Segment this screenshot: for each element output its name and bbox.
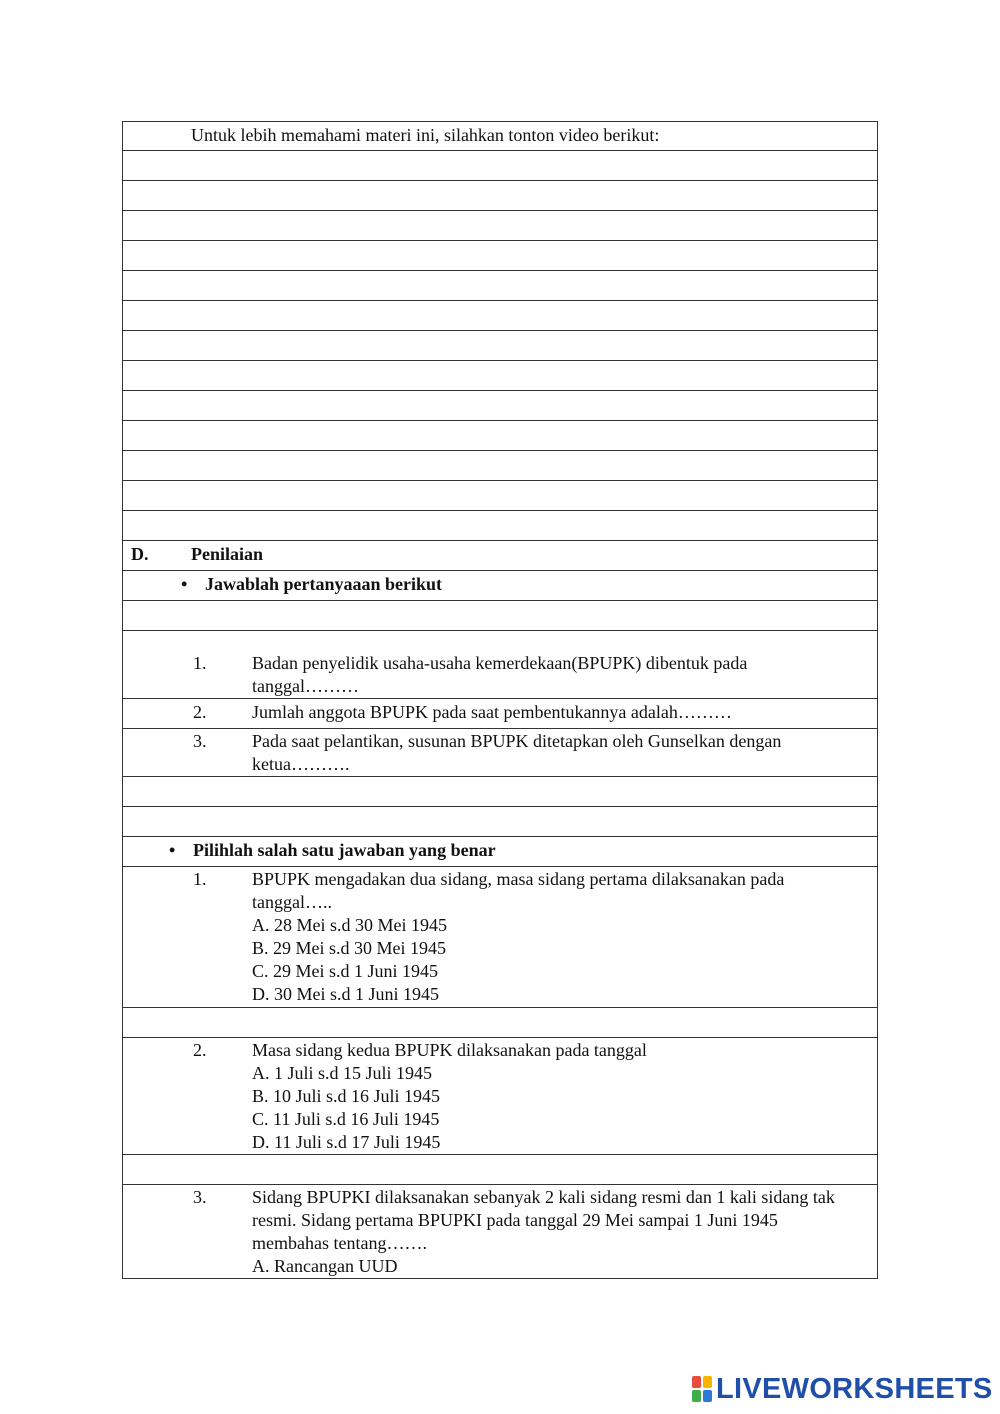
blank-row bbox=[122, 181, 878, 211]
question-number: 1. bbox=[193, 653, 207, 673]
bullet-icon: • bbox=[181, 574, 188, 594]
question-number: 3. bbox=[193, 731, 207, 751]
question-text: Badan penyelidik usaha-usaha kemerdekaan(BPUPK) dibentuk pada tanggal……… bbox=[252, 653, 748, 696]
blank-row bbox=[122, 481, 878, 511]
question-text: Pada saat pelantikan, susunan BPUPK ditetapkan oleh Gunselkan dengan ketua………. bbox=[252, 731, 782, 774]
blank-row bbox=[122, 301, 878, 331]
question-text: Sidang BPUPKI dilaksanakan sebanyak 2 kali sidang resmi dan 1 kali sidang tak resmi. Sidang pertama BPUPKI pada tanggal 29 Mei sampai 1 Juni 1945 membahas tentang……. bbox=[252, 1187, 835, 1253]
question-number: 3. bbox=[193, 1187, 207, 1207]
question-number: 2. bbox=[193, 702, 207, 722]
blank-row bbox=[122, 511, 878, 541]
blank-row bbox=[122, 361, 878, 391]
mc-question bbox=[122, 867, 878, 1008]
option-c: C. 29 Mei s.d 1 Juni 1945 bbox=[252, 961, 439, 981]
question-number: 1. bbox=[193, 869, 207, 889]
liveworksheets-logo-icon bbox=[692, 1376, 712, 1402]
option-d: D. 30 Mei s.d 1 Juni 1945 bbox=[252, 984, 440, 1004]
mc-question bbox=[122, 1038, 878, 1155]
option-d: D. 11 Juli s.d 17 Juli 1945 bbox=[252, 1132, 441, 1152]
option-a: A. 1 Juli s.d 15 Juli 1945 bbox=[252, 1063, 433, 1083]
blank-row bbox=[122, 1008, 878, 1038]
essay-question bbox=[122, 699, 878, 729]
liveworksheets-logo bbox=[692, 1374, 993, 1404]
section-header bbox=[122, 541, 878, 571]
part2-heading-row bbox=[122, 837, 878, 867]
blank-row bbox=[122, 601, 878, 631]
question-text: Masa sidang kedua BPUPK dilaksanakan pada tanggal bbox=[252, 1040, 647, 1060]
blank-row bbox=[122, 421, 878, 451]
bullet-icon: • bbox=[169, 840, 176, 860]
option-c: C. 11 Juli s.d 16 Juli 1945 bbox=[252, 1109, 440, 1129]
worksheet-table bbox=[122, 121, 878, 1279]
blank-row bbox=[122, 451, 878, 481]
blank-row bbox=[122, 331, 878, 361]
blank-row bbox=[122, 1155, 878, 1185]
blank-row bbox=[122, 777, 878, 807]
option-b: B. 10 Juli s.d 16 Juli 1945 bbox=[252, 1086, 441, 1106]
blank-row bbox=[122, 151, 878, 181]
section-letter: D. bbox=[131, 544, 149, 564]
blank-row bbox=[122, 241, 878, 271]
essay-question bbox=[122, 631, 878, 699]
question-text: Jumlah anggota BPUPK pada saat pembentukannya adalah……… bbox=[252, 702, 732, 722]
intro-text: Untuk lebih memahami materi ini, silahkan tonton video berikut: bbox=[191, 125, 660, 145]
part2-heading: Pilihlah salah satu jawaban yang benar bbox=[193, 840, 496, 860]
logo-text: LIVEWORKSHEETS bbox=[716, 1372, 993, 1405]
blank-row bbox=[122, 211, 878, 241]
option-a: A. Rancangan UUD bbox=[252, 1256, 398, 1276]
intro-row bbox=[122, 121, 878, 151]
question-number: 2. bbox=[193, 1040, 207, 1060]
blank-row bbox=[122, 807, 878, 837]
blank-row bbox=[122, 391, 878, 421]
part1-heading: Jawablah pertanyaaan berikut bbox=[205, 574, 443, 594]
option-b: B. 29 Mei s.d 30 Mei 1945 bbox=[252, 938, 447, 958]
section-title: Penilaian bbox=[191, 544, 264, 564]
mc-question bbox=[122, 1185, 878, 1279]
question-text: BPUPK mengadakan dua sidang, masa sidang pertama dilaksanakan pada tanggal….. bbox=[252, 869, 785, 912]
part1-heading-row bbox=[122, 571, 878, 601]
option-a: A. 28 Mei s.d 30 Mei 1945 bbox=[252, 915, 447, 935]
blank-row bbox=[122, 271, 878, 301]
essay-question bbox=[122, 729, 878, 777]
